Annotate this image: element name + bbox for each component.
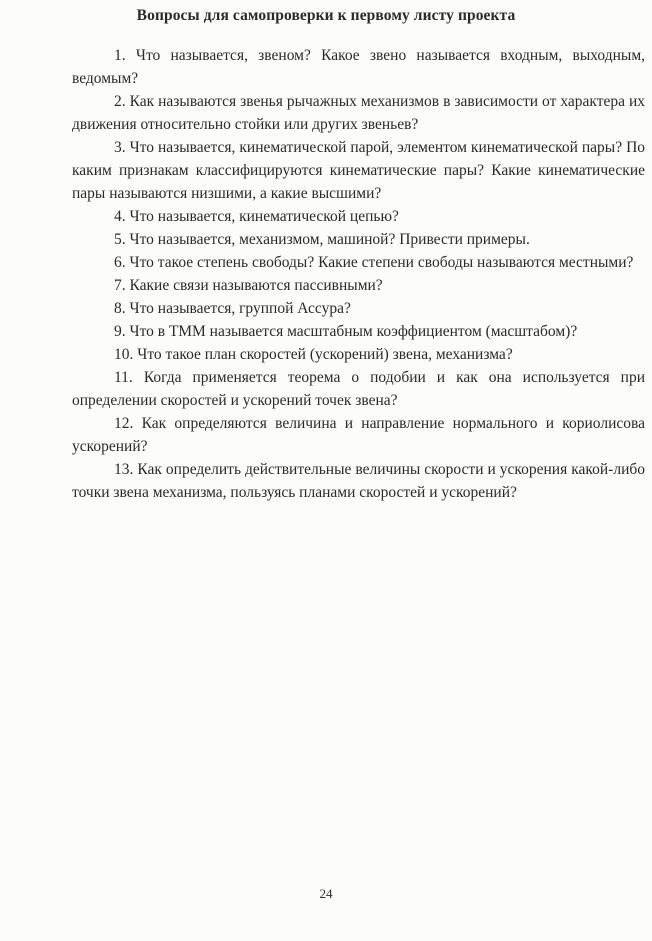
question-number: 6. — [114, 254, 126, 271]
question-number: 10. — [114, 346, 134, 363]
question-number: 7. — [114, 277, 126, 294]
page-title: Вопросы для самопроверки к первому листу проекта — [136, 7, 516, 24]
question-number: 9. — [114, 323, 126, 340]
question-text: Что называется, звеном? Какое звено называется входным, выходным, ведомым? — [72, 47, 646, 87]
question-text: Что называется, кинематической цепью? — [129, 208, 399, 225]
question-number: 5. — [114, 231, 126, 248]
question-number: 2. — [114, 93, 126, 110]
question-list — [72, 44, 645, 504]
question-text: Какие связи называются пассивными? — [129, 277, 383, 294]
question-text: Что называется, кинематической парой, элементом кинематической пары? По каким признакам классифицируются кинематические пары? Какие кинематические пары называются низшими, а какие высшими? — [72, 139, 646, 202]
question-number: 11. — [114, 369, 133, 386]
question-number: 8. — [114, 300, 126, 317]
question-item — [72, 343, 645, 366]
question-text: Что называется, механизмом, машиной? Привести примеры. — [129, 231, 530, 248]
question-item — [72, 320, 645, 343]
question-text: Что в ТММ называется масштабным коэффициентом (масштабом)? — [129, 323, 578, 340]
question-text: Что такое степень свободы? Какие степени свободы называются местными? — [129, 254, 634, 271]
question-item — [72, 366, 645, 412]
question-text: Как определяются величина и направление нормального и кориолисова ускорений? — [72, 415, 645, 455]
question-item — [72, 44, 645, 90]
question-item — [72, 90, 645, 136]
question-text: Когда применяется теорема о подобии и как она используется при определении скоростей и ускорений точек звена? — [72, 369, 646, 409]
question-text: Что называется, группой Ассура? — [129, 300, 351, 317]
question-item — [72, 228, 645, 251]
question-number: 4. — [114, 208, 126, 225]
question-number: 1. — [114, 47, 126, 64]
question-item — [72, 251, 645, 274]
question-item — [72, 136, 645, 205]
question-item — [72, 412, 645, 458]
question-number: 13. — [114, 461, 134, 478]
question-item — [72, 274, 645, 297]
question-text: Что такое план скоростей (ускорений) звена, механизма? — [137, 346, 513, 363]
question-number: 12. — [114, 415, 134, 432]
question-text: Как называются звенья рычажных механизмов в зависимости от характера их движения относительно стойки или других звеньев? — [72, 93, 646, 133]
question-item — [72, 458, 645, 504]
page-number: 24 — [319, 886, 333, 901]
question-item — [72, 297, 645, 320]
question-number: 3. — [114, 139, 126, 156]
question-text: Как определить действительные величины скорости и ускорения какой-либо точки звена механизма, пользуясь планами скоростей и ускорений? — [72, 461, 646, 501]
question-item — [72, 205, 645, 228]
